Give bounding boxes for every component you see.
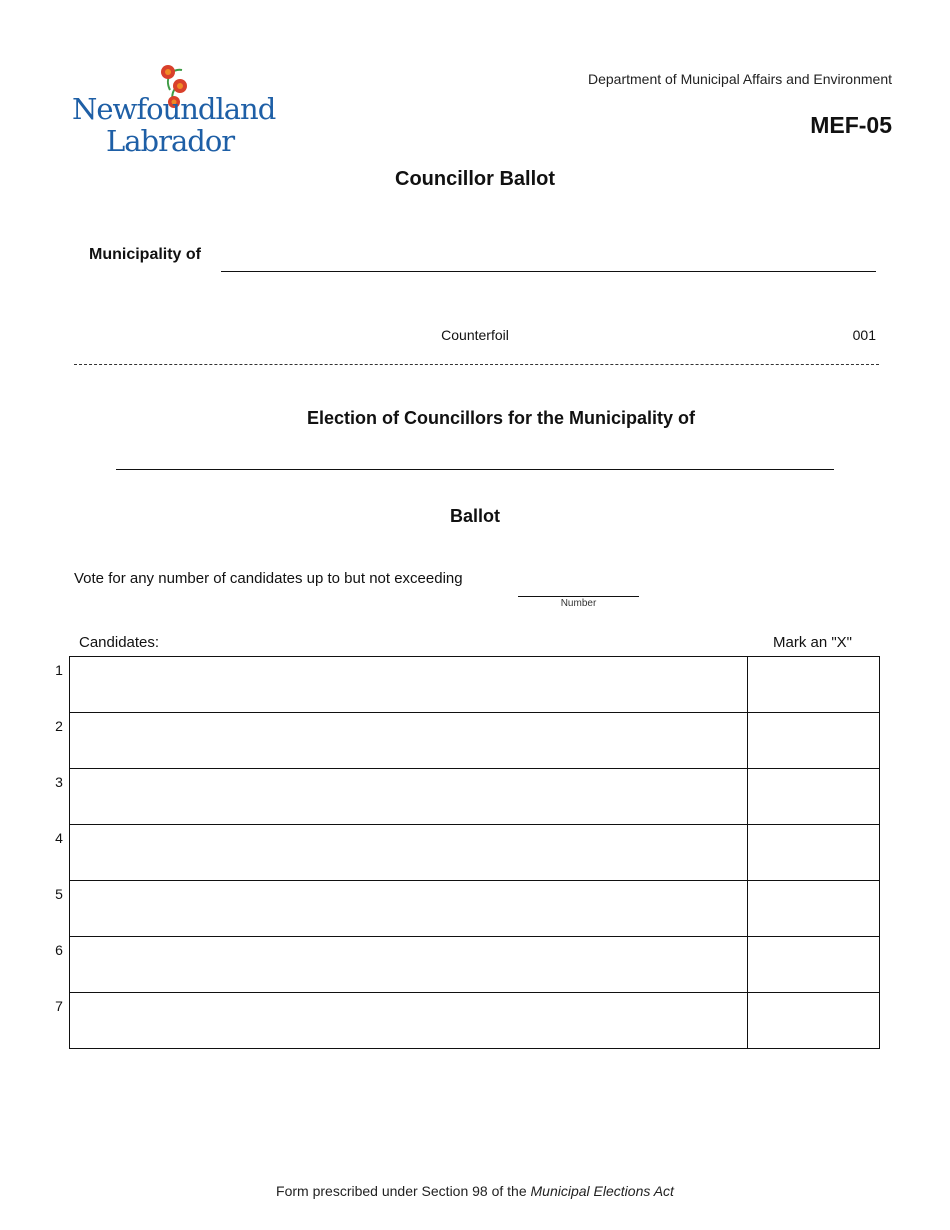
municipality-input-line[interactable] [221, 271, 876, 272]
candidate-name-cell [70, 657, 748, 713]
mark-box[interactable] [748, 937, 880, 993]
row-number: 2 [55, 718, 63, 734]
row-number: 5 [55, 886, 63, 902]
mark-box[interactable] [748, 881, 880, 937]
footer-prefix: Form prescribed under Section 98 of the [276, 1183, 531, 1199]
table-row [70, 825, 880, 881]
department-name: Department of Municipal Affairs and Environment [587, 71, 892, 87]
mark-box[interactable] [748, 657, 880, 713]
footer-note [0, 1183, 950, 1199]
number-label: Number [560, 598, 597, 609]
row-number: 1 [55, 662, 63, 678]
mark-box[interactable] [748, 825, 880, 881]
counterfoil-serial: 001 [852, 327, 876, 343]
row-number: 6 [55, 942, 63, 958]
candidate-name-cell [70, 937, 748, 993]
mark-box[interactable] [748, 769, 880, 825]
footer-act-name: Municipal Elections Act [530, 1183, 674, 1199]
ballot-heading: Ballot [449, 506, 500, 526]
candidate-name-cell [70, 881, 748, 937]
ballot-title: Councillor Ballot [395, 168, 555, 190]
candidate-table [69, 656, 880, 1049]
candidate-name-cell [70, 713, 748, 769]
row-number: 4 [55, 830, 63, 846]
candidate-name-cell [70, 993, 748, 1049]
election-municipality-line[interactable] [116, 469, 834, 470]
mark-box[interactable] [748, 993, 880, 1049]
table-row [70, 713, 880, 769]
municipality-label: Municipality of [89, 246, 201, 263]
vote-instruction: Vote for any number of candidates up to but not exceeding [74, 570, 463, 587]
number-input-line[interactable] [518, 596, 639, 597]
table-row [70, 937, 880, 993]
candidates-header: Candidates: [79, 634, 160, 651]
table-row [70, 657, 880, 713]
form-number: MEF-05 [810, 112, 892, 138]
tear-off-line [74, 364, 879, 365]
mark-box[interactable] [748, 713, 880, 769]
newfoundland-labrador-logo [72, 60, 276, 160]
table-row [70, 993, 880, 1049]
election-heading: Election of Councillors for the Municipality of [306, 408, 695, 428]
mark-header: Mark an "X" [773, 634, 853, 651]
candidate-name-cell [70, 825, 748, 881]
logo-line-newfoundland: Newfoundland [72, 92, 276, 126]
table-row [70, 769, 880, 825]
logo-line-labrador: Labrador [106, 124, 235, 158]
row-number: 7 [55, 998, 63, 1014]
table-row [70, 881, 880, 937]
candidate-name-cell [70, 769, 748, 825]
row-number: 3 [55, 774, 63, 790]
counterfoil-label: Counterfoil [441, 327, 509, 343]
